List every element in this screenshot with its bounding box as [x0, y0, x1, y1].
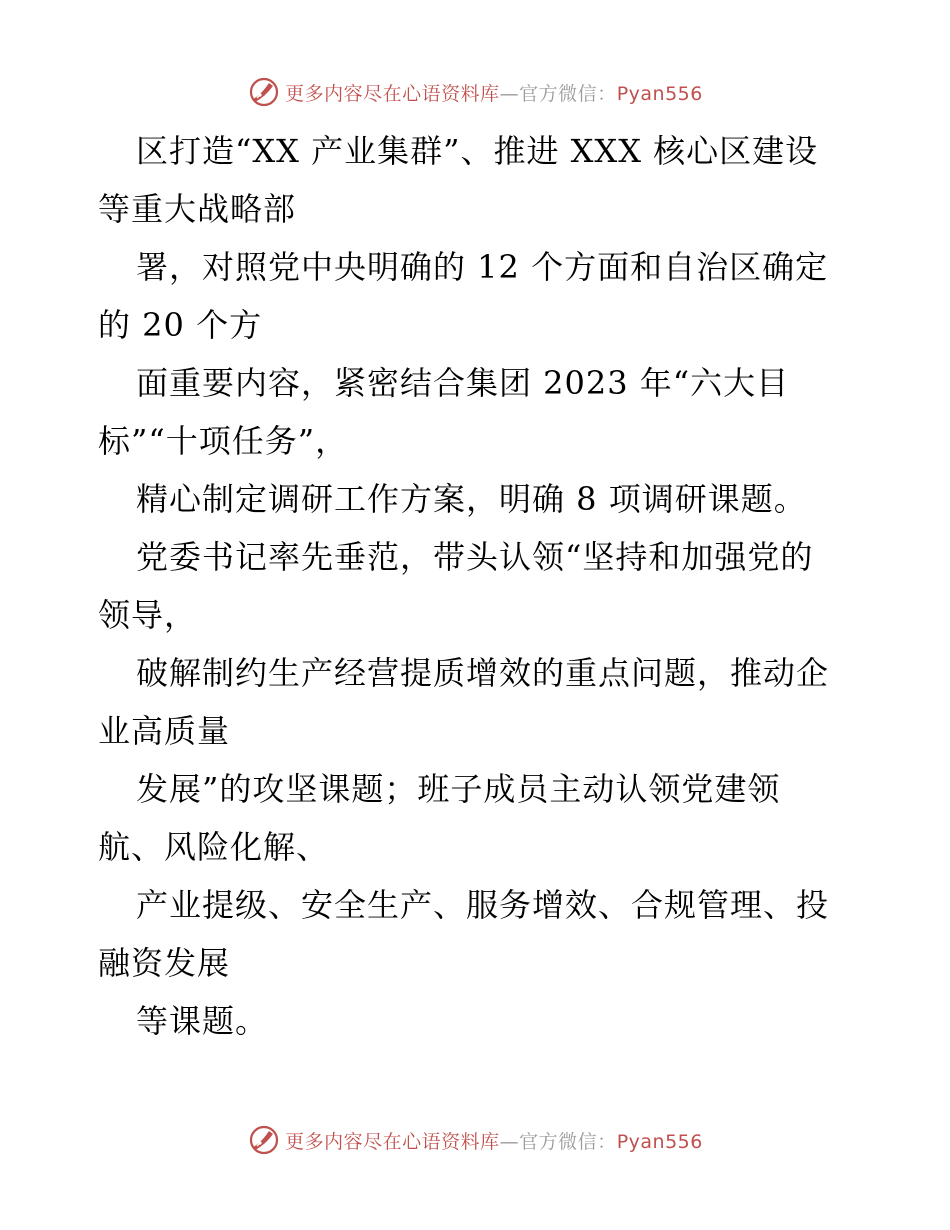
paragraph-line: 区打造“XX 产业集群”、推进 XXX 核心区建设 [136, 132, 819, 170]
paragraph-line: 精心制定调研工作方案，明确 8 项调研课题。 [136, 480, 807, 518]
banner-wechat-label: —官方微信： [499, 1130, 617, 1153]
paragraph-line: 署，对照党中央明确的 12 个方面和自治区确定 [136, 248, 829, 286]
paragraph-line: 领导， [98, 596, 198, 634]
pen-nib-logo-icon [247, 75, 281, 109]
banner-title: 更多内容尽在心语资料库 [285, 1130, 500, 1153]
paragraph-line: 发展”的攻坚课题；班子成员主动认领党建领 [136, 770, 781, 808]
document-body [98, 122, 858, 1050]
header-banner [0, 72, 950, 112]
banner-title: 更多内容尽在心语资料库 [285, 82, 500, 105]
footer-banner [0, 1120, 950, 1160]
paragraph-line: 业高质量 [98, 712, 231, 750]
paragraph-line: 破解制约生产经营提质增效的重点问题，推动企 [136, 654, 830, 692]
paragraph-line: 的 20 个方 [98, 306, 263, 344]
paragraph-line: 融资发展 [98, 944, 231, 982]
pen-nib-logo-icon [247, 1123, 281, 1157]
paragraph-line: 航、风险化解、 [98, 828, 330, 866]
paragraph-line: 面重要内容，紧密结合集团 2023 年“六大目 [136, 364, 790, 402]
paragraph-line: 产业提级、安全生产、服务增效、合规管理、投 [136, 886, 830, 924]
paragraph-line: 等重大战略部 [98, 190, 297, 228]
banner-wechat-id: Pyan556 [616, 1130, 703, 1153]
paragraph-line: 党委书记率先垂范，带头认领“坚持和加强党的 [136, 538, 814, 576]
banner-text [285, 79, 703, 106]
banner-text [285, 1127, 703, 1154]
paragraph-line: 标”“十项任务”， [98, 422, 349, 460]
banner-wechat-label: —官方微信： [499, 82, 617, 105]
paragraph-line: 等课题。 [136, 1002, 269, 1040]
banner-wechat-id: Pyan556 [616, 82, 703, 105]
